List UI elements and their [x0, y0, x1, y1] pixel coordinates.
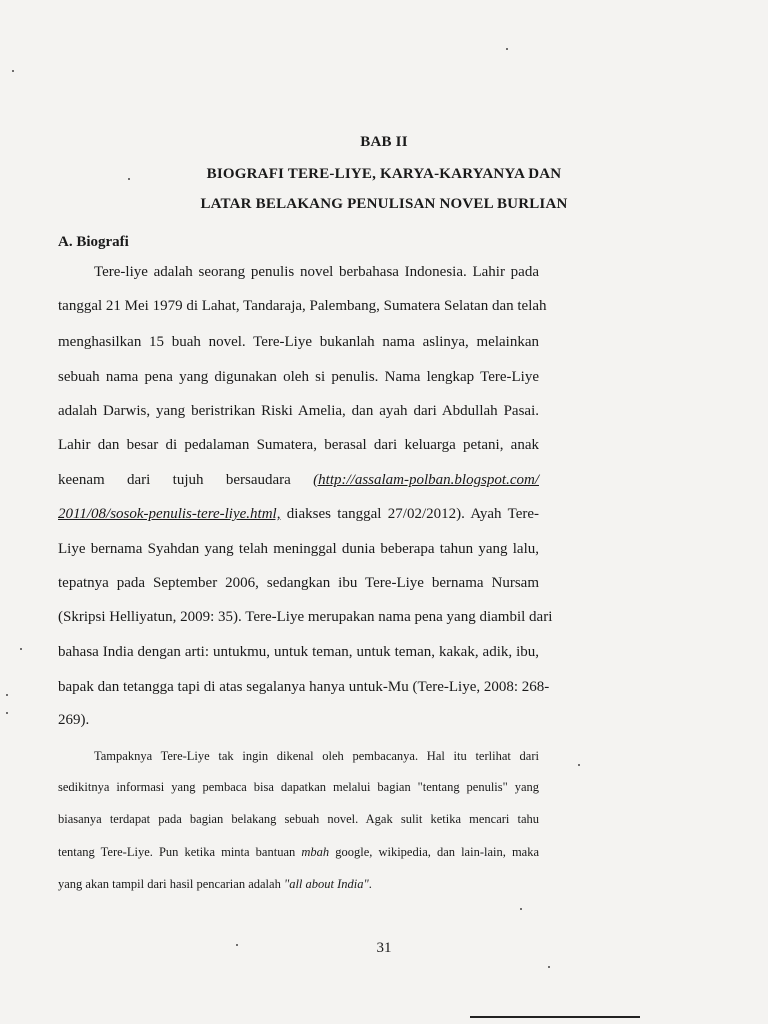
scan-speck: [506, 48, 508, 50]
section-heading: A. Biografi: [58, 234, 129, 250]
source-link-continued[interactable]: 2011/08/sosok-penulis-tere-liye.html,: [58, 506, 281, 522]
scan-edge-line: [470, 1016, 640, 1018]
scan-speck: [578, 764, 580, 766]
scan-speck: [548, 966, 550, 968]
scan-speck: [12, 70, 14, 72]
emphasis-text: "all about India": [283, 877, 369, 891]
paragraph-line: biasanya terdapat pada bagian belakang sebuah novel. Agak sulit ketika mencari tahu: [58, 812, 539, 826]
page-number: 31: [376, 940, 392, 956]
line-text: keenam dari tujuh bersaudara: [58, 472, 291, 488]
paragraph-line: bapak dan tetangga tapi di atas segalanya hanya untuk-Mu (Tere-Liye, 2008: 268-: [58, 679, 550, 695]
paragraph-line: bahasa India dengan arti: untukmu, untuk teman, untuk teman, kakak, adik, ibu,: [58, 644, 539, 660]
paragraph-line: tanggal 21 Mei 1979 di Lahat, Tandaraja, Palembang, Sumatera Selatan dan telah: [58, 298, 547, 314]
paragraph-line: [58, 472, 539, 489]
paragraph-line: (Skripsi Helliyatun, 2009: 35). Tere-Liye merupakan nama pena yang diambil dari: [58, 609, 553, 625]
scan-speck: [236, 944, 238, 946]
paragraph-line: Lahir dan besar di pedalaman Sumatera, berasal dari keluarga petani, anak: [58, 437, 539, 453]
scan-speck: [520, 908, 522, 910]
chapter-title-line-1: BIOGRAFI TERE-LIYE, KARYA-KARYANYA DAN: [206, 166, 562, 182]
paragraph-line: sebuah nama pena yang digunakan oleh si penulis. Nama lengkap Tere-Liye: [58, 369, 539, 385]
chapter-title-line-2: LATAR BELAKANG PENULISAN NOVEL BURLIAN: [200, 196, 568, 212]
line-text: google, wikipedia, dan lain-lain, maka: [335, 845, 540, 859]
source-link[interactable]: (http://assalam-polban.blogspot.com/: [313, 472, 539, 488]
emphasis-text: mbah: [301, 845, 330, 859]
scan-speck: [128, 178, 130, 180]
paragraph-line: [58, 877, 539, 892]
paragraph-line: Tampaknya Tere-Liye tak ingin dikenal oleh pembacanya. Hal itu terlihat dari: [94, 749, 539, 763]
line-text: tentang Tere-Liye. Pun ketika minta bantuan: [58, 845, 296, 859]
paragraph-line: tepatnya pada September 2006, sedangkan ibu Tere-Liye bernama Nursam: [58, 575, 539, 591]
chapter-label: BAB II: [360, 134, 408, 150]
paragraph-line: Liye bernama Syahdan yang telah meninggal dunia beberapa tahun yang lalu,: [58, 541, 539, 557]
line-text: diakses tanggal 27/02/2012). Ayah Tere-: [286, 506, 539, 522]
line-text: yang akan tampil dari hasil pencarian adalah: [58, 877, 281, 891]
paragraph-line: Tere-liye adalah seorang penulis novel berbahasa Indonesia. Lahir pada: [94, 264, 539, 280]
line-text: .: [368, 877, 372, 891]
scan-speck: [6, 694, 8, 696]
paragraph-line: [58, 506, 539, 523]
paragraph-line: sedikitnya informasi yang pembaca bisa dapatkan melalui bagian "tentang penulis" yang: [58, 780, 539, 794]
paragraph-line: 269).: [58, 712, 90, 728]
paragraph-line: [58, 845, 539, 860]
paragraph-line: adalah Darwis, yang beristrikan Riski Amelia, dan ayah dari Abdullah Pasai.: [58, 403, 539, 419]
scan-speck: [6, 712, 8, 714]
scan-speck: [20, 648, 22, 650]
paragraph-line: menghasilkan 15 buah novel. Tere-Liye bukanlah nama aslinya, melainkan: [58, 334, 539, 350]
